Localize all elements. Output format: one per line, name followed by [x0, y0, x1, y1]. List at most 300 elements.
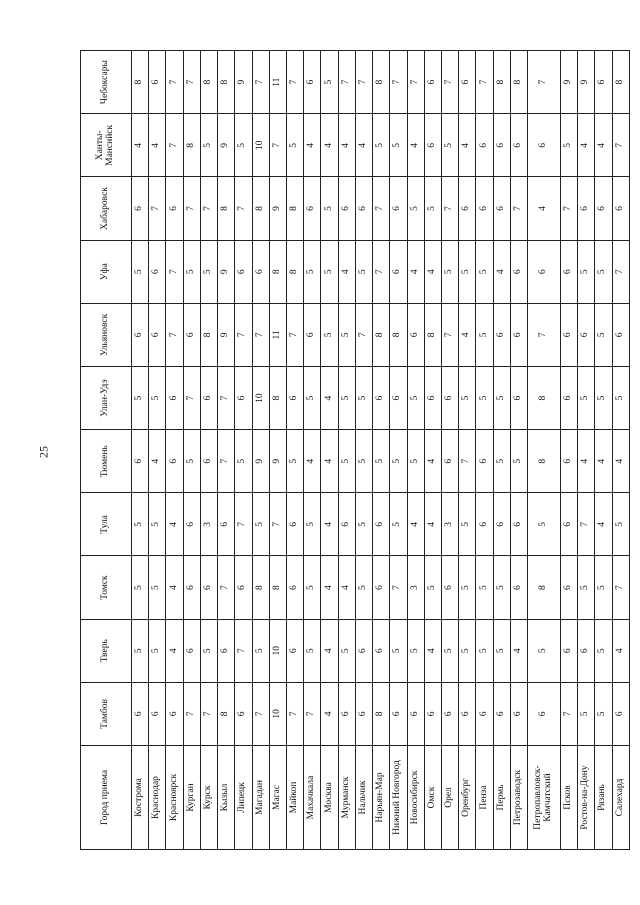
- value-cell: 5: [321, 177, 338, 240]
- value-cell: 4: [321, 114, 338, 177]
- city-name-cell: Москва: [321, 746, 338, 850]
- value-cell: 7: [252, 682, 269, 745]
- value-cell: 6: [304, 177, 321, 240]
- value-cell: 4: [578, 430, 595, 493]
- value-cell: 7: [373, 240, 390, 303]
- value-cell: 6: [286, 619, 303, 682]
- value-cell: 8: [183, 114, 200, 177]
- value-cell: 7: [304, 682, 321, 745]
- value-cell: 6: [183, 303, 200, 366]
- city-name-cell: Рязань: [595, 746, 612, 850]
- value-cell: 5: [132, 366, 149, 429]
- value-cell: 4: [459, 114, 476, 177]
- value-cell: 6: [200, 556, 217, 619]
- value-cell: 6: [132, 682, 149, 745]
- value-cell: 7: [390, 556, 407, 619]
- city-name-cell: Кызыл: [218, 746, 235, 850]
- value-cell: 7: [183, 177, 200, 240]
- table-header-row: [81, 51, 132, 850]
- table-row: [424, 51, 441, 850]
- value-cell: 6: [441, 682, 458, 745]
- column-header: Чебоксары: [81, 51, 132, 114]
- table-row: [578, 51, 595, 850]
- value-cell: 8: [528, 366, 561, 429]
- value-cell: 4: [612, 619, 629, 682]
- value-cell: 6: [476, 682, 493, 745]
- value-cell: 8: [373, 51, 390, 114]
- value-cell: 6: [560, 366, 577, 429]
- city-name-cell: Мурманск: [338, 746, 355, 850]
- city-name-cell: Оренбург: [459, 746, 476, 850]
- value-cell: 5: [595, 682, 612, 745]
- value-cell: 4: [321, 682, 338, 745]
- value-cell: 7: [166, 114, 183, 177]
- value-cell: 5: [459, 493, 476, 556]
- value-cell: 5: [595, 240, 612, 303]
- value-cell: 7: [269, 114, 286, 177]
- travel-time-table: [80, 50, 630, 850]
- table-row: [373, 51, 390, 850]
- value-cell: 6: [612, 682, 629, 745]
- value-cell: 5: [200, 114, 217, 177]
- value-cell: 8: [200, 303, 217, 366]
- value-cell: 7: [510, 177, 527, 240]
- table-row: [493, 51, 510, 850]
- value-cell: 5: [304, 240, 321, 303]
- value-cell: 6: [235, 366, 252, 429]
- value-cell: 3: [441, 493, 458, 556]
- value-cell: 6: [235, 556, 252, 619]
- value-cell: 5: [424, 177, 441, 240]
- value-cell: 5: [612, 493, 629, 556]
- value-cell: 4: [493, 240, 510, 303]
- value-cell: 4: [321, 556, 338, 619]
- table-row: [459, 51, 476, 850]
- value-cell: 7: [528, 303, 561, 366]
- value-cell: 7: [183, 51, 200, 114]
- value-cell: 9: [578, 51, 595, 114]
- value-cell: 5: [476, 619, 493, 682]
- value-cell: 4: [424, 493, 441, 556]
- value-cell: 5: [132, 240, 149, 303]
- value-cell: 5: [595, 619, 612, 682]
- value-cell: 6: [528, 114, 561, 177]
- column-header: Тюмень: [81, 430, 132, 493]
- value-cell: 6: [286, 556, 303, 619]
- value-cell: 6: [286, 366, 303, 429]
- value-cell: 6: [200, 430, 217, 493]
- value-cell: 5: [459, 366, 476, 429]
- value-cell: 5: [183, 240, 200, 303]
- city-name-cell: Махачкала: [304, 746, 321, 850]
- value-cell: 5: [149, 493, 166, 556]
- value-cell: 7: [459, 430, 476, 493]
- value-cell: 6: [390, 177, 407, 240]
- table-row: [200, 51, 217, 850]
- value-cell: 7: [218, 556, 235, 619]
- city-name-cell: Ростов-на-Дону: [578, 746, 595, 850]
- value-cell: 4: [407, 493, 424, 556]
- value-cell: 9: [560, 51, 577, 114]
- value-cell: 3: [407, 556, 424, 619]
- value-cell: 4: [338, 114, 355, 177]
- value-cell: 6: [578, 619, 595, 682]
- value-cell: 5: [407, 619, 424, 682]
- value-cell: 5: [459, 556, 476, 619]
- value-cell: 4: [338, 556, 355, 619]
- value-cell: 5: [132, 556, 149, 619]
- value-cell: 7: [612, 556, 629, 619]
- value-cell: 8: [286, 177, 303, 240]
- value-cell: 7: [218, 366, 235, 429]
- value-cell: 8: [252, 556, 269, 619]
- value-cell: 5: [286, 114, 303, 177]
- value-cell: 6: [407, 682, 424, 745]
- value-cell: 7: [252, 51, 269, 114]
- value-cell: 4: [355, 114, 372, 177]
- value-cell: 9: [218, 303, 235, 366]
- value-cell: 6: [476, 114, 493, 177]
- value-cell: 6: [510, 493, 527, 556]
- value-cell: 5: [578, 682, 595, 745]
- value-cell: 3: [200, 493, 217, 556]
- value-cell: 7: [183, 682, 200, 745]
- value-cell: 5: [149, 366, 166, 429]
- value-cell: 5: [355, 493, 372, 556]
- value-cell: 8: [269, 556, 286, 619]
- value-cell: 6: [373, 619, 390, 682]
- value-cell: 7: [218, 430, 235, 493]
- value-cell: 5: [476, 240, 493, 303]
- value-cell: 6: [493, 493, 510, 556]
- value-cell: 6: [441, 366, 458, 429]
- value-cell: 6: [476, 493, 493, 556]
- value-cell: 10: [252, 366, 269, 429]
- value-cell: 6: [595, 51, 612, 114]
- value-cell: 7: [235, 177, 252, 240]
- value-cell: 6: [149, 682, 166, 745]
- value-cell: 6: [510, 682, 527, 745]
- value-cell: 6: [459, 177, 476, 240]
- table-row: [612, 51, 629, 850]
- value-cell: 4: [595, 114, 612, 177]
- value-cell: 6: [493, 303, 510, 366]
- value-cell: 9: [218, 240, 235, 303]
- column-header: Улан-Удэ: [81, 366, 132, 429]
- value-cell: 10: [252, 114, 269, 177]
- value-cell: 6: [132, 303, 149, 366]
- value-cell: 8: [493, 51, 510, 114]
- table-row: [166, 51, 183, 850]
- value-cell: 8: [373, 682, 390, 745]
- value-cell: 7: [355, 303, 372, 366]
- table-row: [355, 51, 372, 850]
- value-cell: 6: [493, 114, 510, 177]
- value-cell: 5: [595, 366, 612, 429]
- value-cell: 6: [578, 303, 595, 366]
- value-cell: 6: [218, 619, 235, 682]
- value-cell: 8: [218, 682, 235, 745]
- value-cell: 7: [166, 51, 183, 114]
- city-name-cell: Нарьян-Мар: [373, 746, 390, 850]
- value-cell: 6: [459, 682, 476, 745]
- value-cell: 4: [149, 430, 166, 493]
- value-cell: 5: [355, 556, 372, 619]
- city-name-cell: Курган: [183, 746, 200, 850]
- value-cell: 6: [510, 556, 527, 619]
- value-cell: 6: [510, 366, 527, 429]
- value-cell: 6: [183, 619, 200, 682]
- value-cell: 7: [578, 493, 595, 556]
- value-cell: 8: [286, 240, 303, 303]
- value-cell: 6: [166, 682, 183, 745]
- value-cell: 5: [493, 366, 510, 429]
- value-cell: 8: [269, 240, 286, 303]
- value-cell: 5: [476, 366, 493, 429]
- value-cell: 9: [252, 430, 269, 493]
- value-cell: 6: [149, 51, 166, 114]
- value-cell: 4: [321, 366, 338, 429]
- value-cell: 5: [390, 114, 407, 177]
- value-cell: 6: [476, 177, 493, 240]
- value-cell: 5: [338, 619, 355, 682]
- city-name-cell: Майкоп: [286, 746, 303, 850]
- column-header: Уфа: [81, 240, 132, 303]
- value-cell: 6: [424, 114, 441, 177]
- value-cell: 6: [166, 366, 183, 429]
- value-cell: 9: [269, 430, 286, 493]
- value-cell: 6: [441, 430, 458, 493]
- value-cell: 6: [560, 303, 577, 366]
- table-row: [286, 51, 303, 850]
- value-cell: 6: [424, 51, 441, 114]
- value-cell: 5: [459, 240, 476, 303]
- value-cell: 4: [595, 493, 612, 556]
- value-cell: 6: [528, 240, 561, 303]
- value-cell: 7: [441, 51, 458, 114]
- value-cell: 5: [459, 619, 476, 682]
- value-cell: 4: [407, 114, 424, 177]
- value-cell: 6: [612, 177, 629, 240]
- table-row: [476, 51, 493, 850]
- value-cell: 7: [286, 303, 303, 366]
- value-cell: 5: [441, 619, 458, 682]
- value-cell: 6: [493, 177, 510, 240]
- value-cell: 7: [183, 366, 200, 429]
- value-cell: 4: [338, 240, 355, 303]
- value-cell: 4: [321, 619, 338, 682]
- column-header: Ульяновск: [81, 303, 132, 366]
- value-cell: 6: [183, 556, 200, 619]
- city-name-cell: Магас: [269, 746, 286, 850]
- value-cell: 5: [132, 493, 149, 556]
- table-row: [149, 51, 166, 850]
- value-cell: 6: [560, 619, 577, 682]
- value-cell: 5: [149, 619, 166, 682]
- table-row: [390, 51, 407, 850]
- value-cell: 8: [510, 51, 527, 114]
- value-cell: 6: [510, 114, 527, 177]
- value-cell: 6: [373, 493, 390, 556]
- value-cell: 5: [578, 556, 595, 619]
- value-cell: 7: [612, 240, 629, 303]
- table-row: [218, 51, 235, 850]
- city-name-cell: Салехард: [612, 746, 629, 850]
- value-cell: 7: [441, 177, 458, 240]
- value-cell: 6: [510, 240, 527, 303]
- value-cell: 5: [235, 430, 252, 493]
- value-cell: 5: [235, 114, 252, 177]
- value-cell: 8: [612, 51, 629, 114]
- value-cell: 7: [528, 51, 561, 114]
- value-cell: 9: [218, 114, 235, 177]
- value-cell: 5: [510, 430, 527, 493]
- table-row: [304, 51, 321, 850]
- value-cell: 4: [132, 114, 149, 177]
- table-row: [338, 51, 355, 850]
- value-cell: 6: [373, 556, 390, 619]
- value-cell: 7: [407, 51, 424, 114]
- value-cell: 6: [218, 493, 235, 556]
- city-name-cell: Магадан: [252, 746, 269, 850]
- value-cell: 5: [595, 556, 612, 619]
- value-cell: 6: [338, 493, 355, 556]
- value-cell: 5: [424, 556, 441, 619]
- table-row: [407, 51, 424, 850]
- table-row: [510, 51, 527, 850]
- value-cell: 8: [390, 303, 407, 366]
- value-cell: 6: [441, 556, 458, 619]
- table-row: [528, 51, 561, 850]
- value-cell: 4: [166, 493, 183, 556]
- value-cell: 5: [407, 177, 424, 240]
- value-cell: 7: [200, 177, 217, 240]
- value-cell: 6: [149, 240, 166, 303]
- value-cell: 8: [269, 366, 286, 429]
- table-row: [441, 51, 458, 850]
- city-name-cell: Курск: [200, 746, 217, 850]
- value-cell: 4: [407, 240, 424, 303]
- value-cell: 5: [252, 619, 269, 682]
- value-cell: 6: [424, 682, 441, 745]
- value-cell: 6: [476, 430, 493, 493]
- value-cell: 7: [269, 493, 286, 556]
- value-cell: 6: [560, 493, 577, 556]
- value-cell: 7: [612, 114, 629, 177]
- value-cell: 8: [132, 51, 149, 114]
- value-cell: 6: [338, 682, 355, 745]
- value-cell: 6: [355, 682, 372, 745]
- value-cell: 6: [560, 430, 577, 493]
- value-cell: 5: [355, 366, 372, 429]
- column-header: Ханты-Мансийск: [81, 114, 132, 177]
- value-cell: 10: [269, 682, 286, 745]
- value-cell: 7: [200, 682, 217, 745]
- value-cell: 5: [390, 619, 407, 682]
- value-cell: 5: [304, 366, 321, 429]
- city-name-cell: Пенза: [476, 746, 493, 850]
- table-row: [595, 51, 612, 850]
- value-cell: 6: [235, 682, 252, 745]
- column-header: Тамбов: [81, 682, 132, 745]
- city-name-cell: Петрозаводск: [510, 746, 527, 850]
- value-cell: 6: [560, 240, 577, 303]
- value-cell: 6: [595, 177, 612, 240]
- value-cell: 4: [321, 493, 338, 556]
- value-cell: 5: [373, 114, 390, 177]
- value-cell: 8: [252, 177, 269, 240]
- value-cell: 5: [493, 430, 510, 493]
- value-cell: 6: [132, 177, 149, 240]
- value-cell: 5: [252, 493, 269, 556]
- table-body: [132, 51, 630, 850]
- value-cell: 4: [424, 430, 441, 493]
- value-cell: 5: [286, 430, 303, 493]
- value-cell: 6: [373, 366, 390, 429]
- value-cell: 8: [218, 51, 235, 114]
- value-cell: 6: [304, 303, 321, 366]
- value-cell: 10: [269, 619, 286, 682]
- table-row: [269, 51, 286, 850]
- column-header-city: Город приема: [81, 746, 132, 850]
- value-cell: 5: [407, 366, 424, 429]
- value-cell: 5: [528, 619, 561, 682]
- value-cell: 11: [269, 303, 286, 366]
- value-cell: 7: [235, 493, 252, 556]
- value-cell: 8: [528, 556, 561, 619]
- value-cell: 6: [510, 303, 527, 366]
- value-cell: 6: [235, 240, 252, 303]
- value-cell: 5: [132, 619, 149, 682]
- value-cell: 6: [390, 682, 407, 745]
- city-name-cell: Нальчик: [355, 746, 372, 850]
- city-name-cell: Омск: [424, 746, 441, 850]
- value-cell: 5: [355, 240, 372, 303]
- value-cell: 5: [441, 114, 458, 177]
- value-cell: 5: [493, 619, 510, 682]
- value-cell: 5: [304, 493, 321, 556]
- value-cell: 7: [252, 303, 269, 366]
- value-cell: 7: [286, 51, 303, 114]
- value-cell: 5: [441, 240, 458, 303]
- value-cell: 7: [560, 177, 577, 240]
- value-cell: 4: [304, 430, 321, 493]
- value-cell: 5: [200, 240, 217, 303]
- value-cell: 6: [578, 177, 595, 240]
- value-cell: 5: [338, 303, 355, 366]
- value-cell: 7: [441, 303, 458, 366]
- value-cell: 6: [304, 51, 321, 114]
- city-name-cell: Липецк: [235, 746, 252, 850]
- value-cell: 6: [338, 177, 355, 240]
- value-cell: 9: [269, 177, 286, 240]
- value-cell: 4: [424, 619, 441, 682]
- value-cell: 4: [321, 430, 338, 493]
- rotated-table-wrapper: [80, 50, 630, 850]
- city-name-cell: Краснодар: [149, 746, 166, 850]
- value-cell: 4: [166, 619, 183, 682]
- value-cell: 7: [355, 51, 372, 114]
- value-cell: 7: [476, 51, 493, 114]
- value-cell: 7: [373, 177, 390, 240]
- value-cell: 4: [612, 430, 629, 493]
- city-name-cell: Пермь: [493, 746, 510, 850]
- value-cell: 6: [252, 240, 269, 303]
- column-header: Томск: [81, 556, 132, 619]
- table-row: [183, 51, 200, 850]
- table-row: [252, 51, 269, 850]
- table-row: [560, 51, 577, 850]
